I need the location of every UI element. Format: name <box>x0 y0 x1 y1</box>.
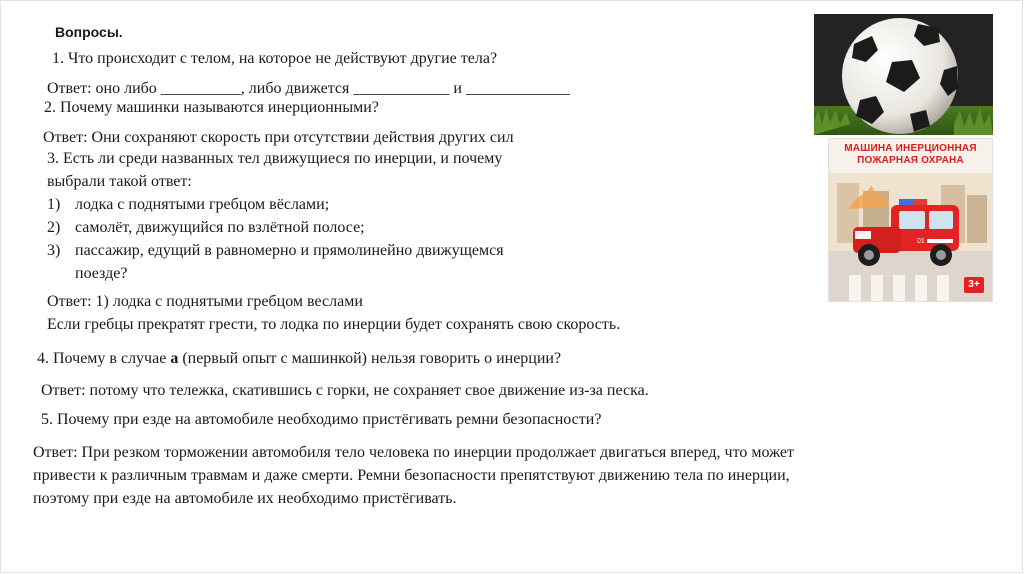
question-3-line-2: выбрали такой ответ: <box>47 173 192 190</box>
product-caption-line-2: ПОЖАРНАЯ ОХРАНА <box>857 155 964 166</box>
answer-3-line-1: Ответ: 1) лодка с поднятыми гребцом веслами <box>47 293 363 310</box>
list-item <box>47 240 504 262</box>
answer-5-line: привести к различным травмам и даже смерти. Ремни безопасности препятствуют движению тела по инерции, <box>33 467 790 484</box>
age-badge: 3+ <box>964 277 984 293</box>
question-4 <box>37 348 561 370</box>
list-item-number: 3) <box>47 242 61 259</box>
question-1: 1. Что происходит с телом, на которое не действуют другие тела? <box>52 50 498 67</box>
soccer-ball-image <box>814 14 993 135</box>
question-3-line-1: 3. Есть ли среди названных тел движущиеся по инерции, и почему <box>47 150 503 167</box>
question-2: 2. Почему машинки называются инерционными? <box>44 99 379 116</box>
list-item-text: лодка с поднятыми гребцом вёслами; <box>75 196 330 213</box>
list-item-number: 2) <box>47 219 61 236</box>
list-item <box>47 217 365 239</box>
answer-1-mid: , либо движется <box>240 80 350 97</box>
list-item-number: 1) <box>47 196 61 213</box>
page-title: Вопросы. <box>55 24 123 40</box>
answer-1-prefix: Ответ: оно либо <box>47 80 157 97</box>
answer-1-blank-1: __________ <box>160 80 241 97</box>
soccer-ball-illustration <box>814 14 993 135</box>
question-5: 5. Почему при езде на автомобиле необходимо пристёгивать ремни безопасности? <box>41 411 602 428</box>
answer-3-line-2: Если гребцы прекратят грести, то лодка по инерции будет сохранять свою скорость. <box>47 316 621 333</box>
answer-1-and: и <box>453 80 462 97</box>
answer-5-line: Ответ: При резком торможении автомобиля тело человека по инерции продолжает двигаться вперед, что может <box>33 444 795 461</box>
answer-1-blank-2: ____________ <box>353 80 450 97</box>
list-item-continuation: поезде? <box>75 265 128 282</box>
answer-1-blank-3: _____________ <box>465 80 570 97</box>
product-caption-line-1: МАШИНА ИНЕРЦИОННАЯ <box>844 143 977 154</box>
answer-4: Ответ: потому что тележка, скатившись с горки, не сохраняет свое движение из-за песка. <box>41 382 649 399</box>
question-4-before: 4. Почему в случае <box>37 350 171 367</box>
truck-door-number: 01 <box>917 238 925 245</box>
question-4-after: (первый опыт с машинкой) нельзя говорить о инерции? <box>178 350 562 367</box>
answer-5 <box>33 441 993 510</box>
question-4-case-letter: а <box>170 350 179 367</box>
list-item-text: самолёт, движущийся по взлётной полосе; <box>75 219 365 236</box>
answer-5-line: поэтому при езде на автомобиле их необходимо пристёгивать. <box>33 490 457 507</box>
list-item-text: пассажир, едущий в равномерно и прямолинейно движущемся <box>75 242 504 259</box>
list-item <box>47 194 329 216</box>
answer-2: Ответ: Они сохраняют скорость при отсутствии действия других сил <box>43 129 514 146</box>
toy-fire-truck-image <box>828 138 993 302</box>
